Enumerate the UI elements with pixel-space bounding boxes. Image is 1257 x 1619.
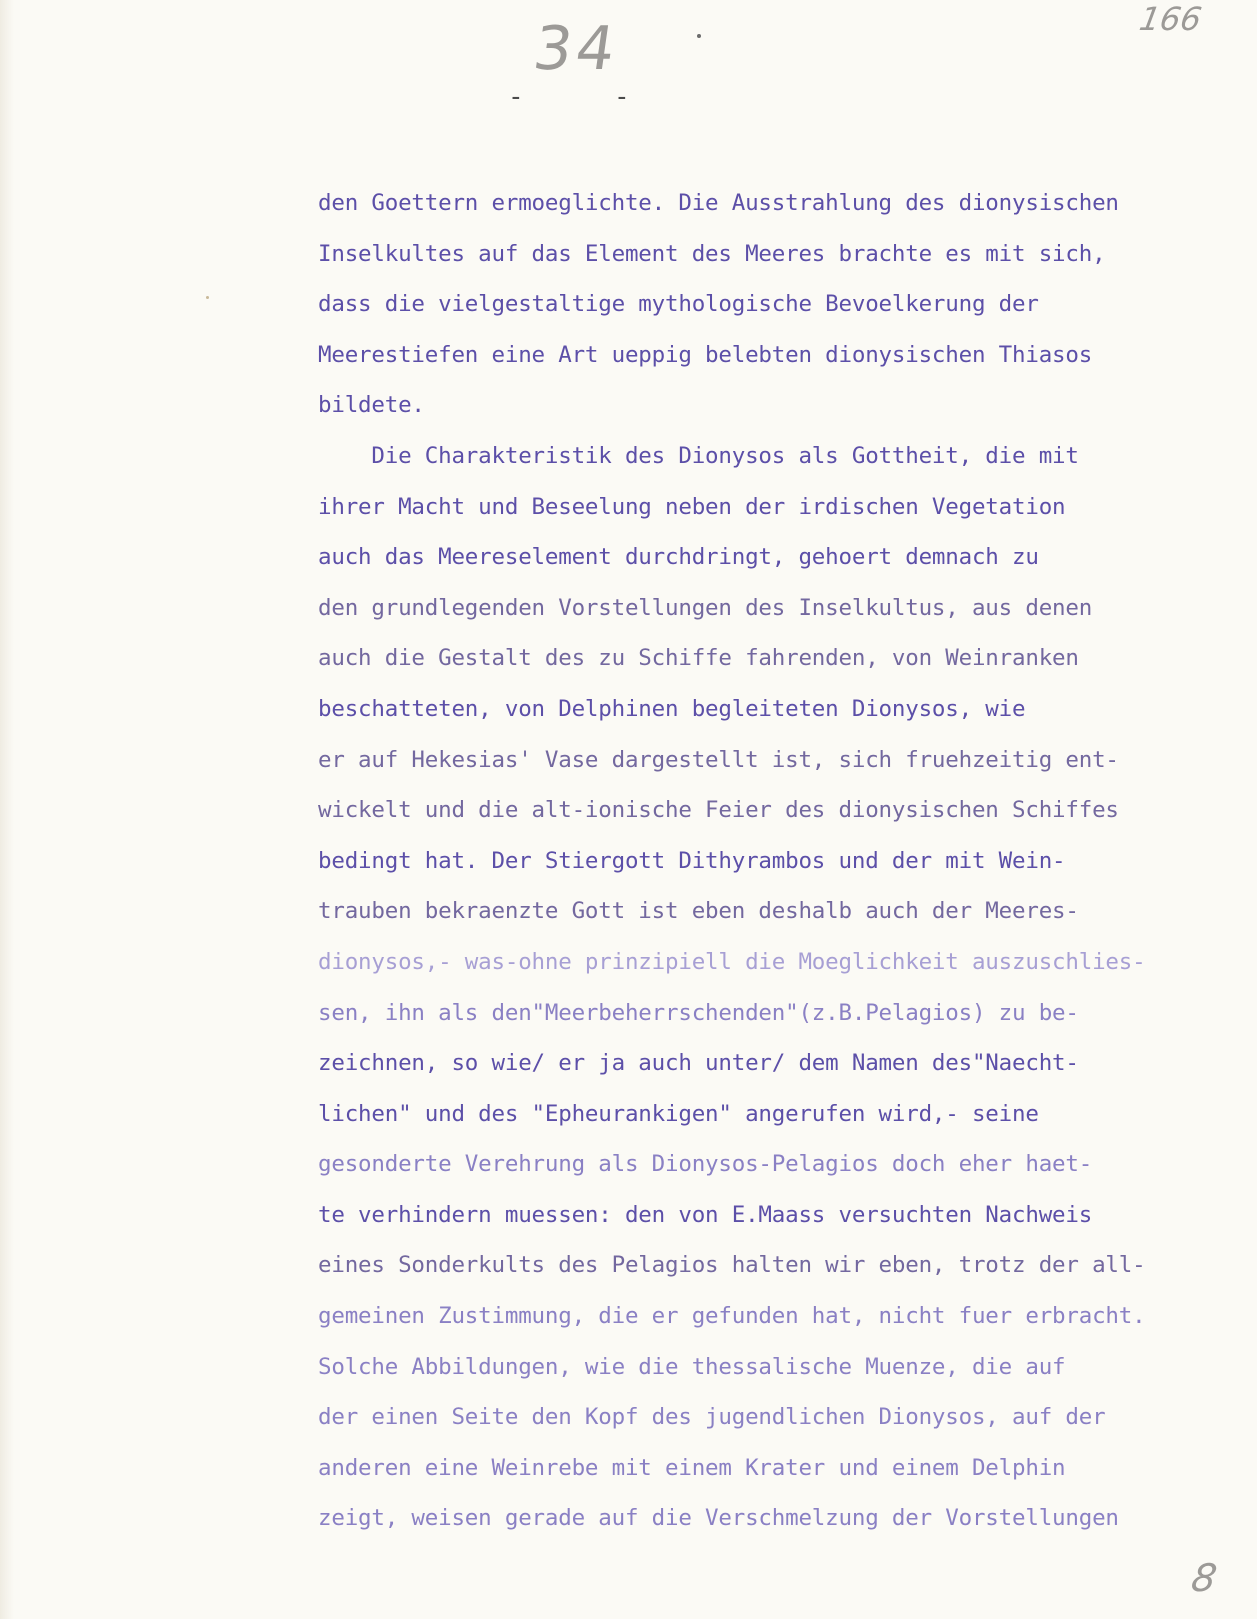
text-line: Meerestiefen eine Art ueppig belebten dionysischen Thiasos	[318, 341, 1093, 368]
page-marker-dash-right: -	[614, 82, 630, 112]
typed-body-text	[318, 178, 1238, 1544]
text-line: te verhindern muessen: den von E.Maass versuchten Nachweis	[318, 1201, 1093, 1228]
text-line: bildete.	[318, 392, 425, 419]
paper-speck	[697, 34, 701, 38]
text-line: den Goettern ermoeglichte. Die Ausstrahlung des dionysischen	[318, 190, 1119, 216]
page-marker-dash-left: -	[508, 82, 524, 112]
text-line: auch die Gestalt des zu Schiffe fahrenden, von Weinranken	[318, 645, 1079, 672]
text-line: lichen" und des "Epheurankigen" angerufen wird,- seine	[318, 1100, 1039, 1127]
text-line: dionysos,- was-ohne prinzipiell die Moeglichkeit auszuschlies-	[318, 948, 1146, 975]
pencil-folio-number: 34	[529, 14, 624, 84]
text-line: zeichnen, so wie/ er ja auch unter/ dem Namen des"Naecht-	[318, 1050, 1079, 1077]
text-line: er auf Hekesias' Vase dargestellt ist, sich fruehzeitig ent-	[318, 746, 1119, 773]
text-line: zeigt, weisen gerade auf die Verschmelzung der Vorstellungen	[318, 1505, 1119, 1532]
text-line: dass die vielgestaltige mythologische Bevoelkerung der	[318, 291, 1039, 318]
paper-speck	[206, 296, 209, 299]
text-line: sen, ihn als den"Meerbeherrschenden"(z.B.Pelagios) zu be-	[318, 999, 1079, 1026]
text-line: auch das Meereselement durchdringt, gehoert demnach zu	[318, 544, 1039, 571]
text-line: gemeinen Zustimmung, die er gefunden hat, nicht fuer erbracht.	[318, 1303, 1146, 1330]
text-line: eines Sonderkults des Pelagios halten wir eben, trotz der all-	[318, 1252, 1146, 1279]
text-line: Inselkultes auf das Element des Meeres brachte es mit sich,	[318, 240, 1106, 267]
text-line: den grundlegenden Vorstellungen des Inselkultus, aus denen	[318, 594, 1093, 621]
text-line: der einen Seite den Kopf des jugendlichen Dionysos, auf der	[318, 1404, 1106, 1431]
text-line: ihrer Macht und Beseelung neben der irdischen Vegetation	[318, 493, 1066, 520]
text-line: gesonderte Verehrung als Dionysos-Pelagios doch eher haet-	[318, 1151, 1093, 1178]
text-line: wickelt und die alt-ionische Feier des dionysischen Schiffes	[318, 797, 1119, 824]
typed-page-marker	[508, 82, 638, 112]
page-edge-shadow	[0, 0, 14, 1619]
text-line: beschatteten, von Delphinen begleiteten Dionysos, wie	[318, 695, 1026, 722]
text-line: Die Charakteristik des Dionysos als Gottheit, die mit	[318, 442, 1079, 469]
text-line: bedingt hat. Der Stiergott Dithyrambos und der mit Wein-	[318, 847, 1066, 874]
text-line: trauben bekraenzte Gott ist eben deshalb auch der Meeres-	[318, 898, 1079, 925]
pencil-archive-number: 166	[1136, 0, 1205, 38]
text-line: anderen eine Weinrebe mit einem Krater und einem Delphin	[318, 1454, 1066, 1481]
text-line: Solche Abbildungen, wie die thessalische Muenze, die auf	[318, 1353, 1066, 1380]
pencil-sheet-number: 8	[1188, 1556, 1221, 1600]
